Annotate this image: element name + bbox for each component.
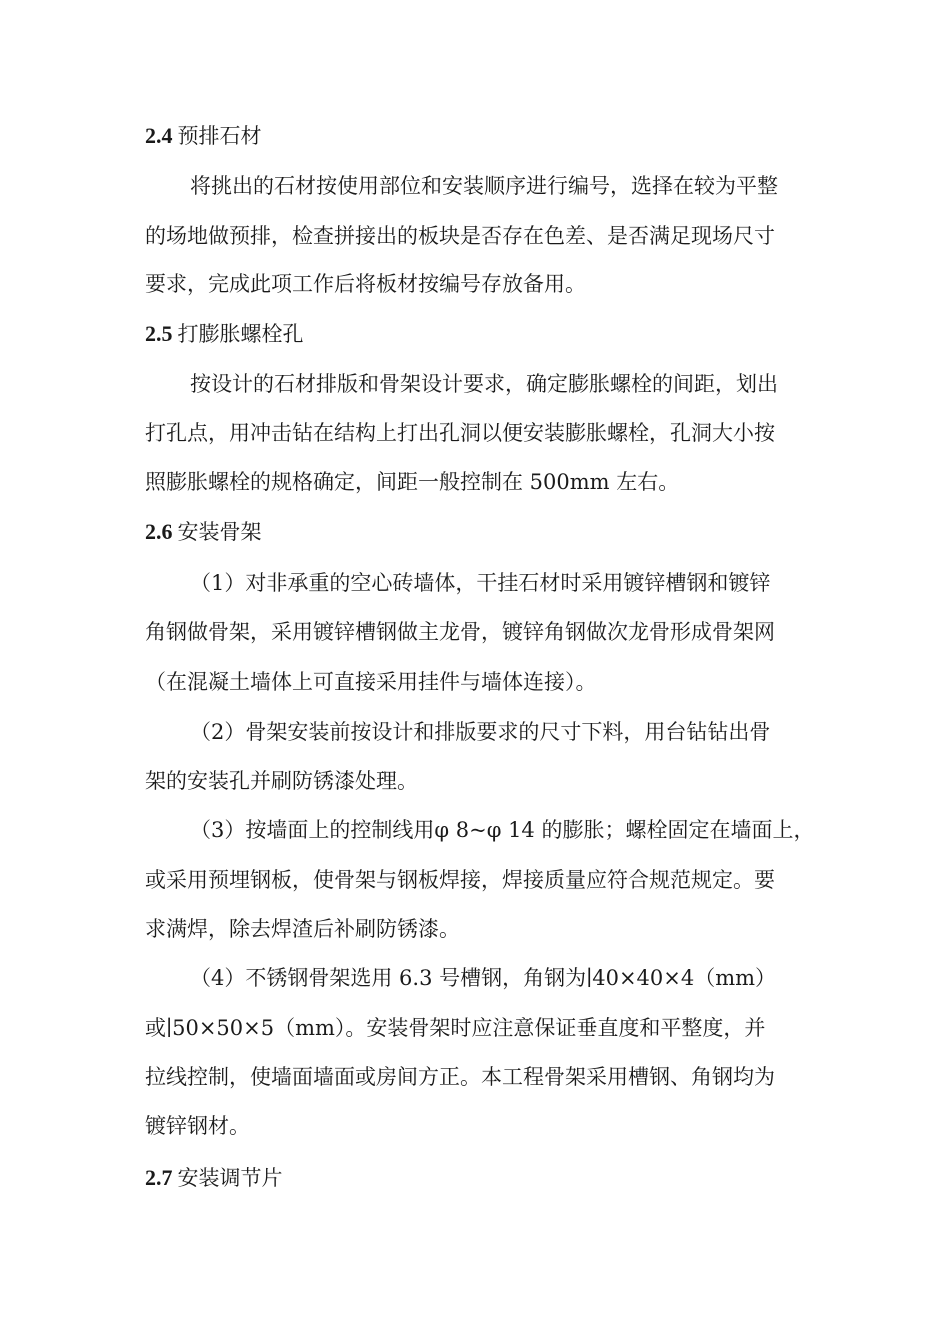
paragraph-line: 求满焊，除去焊渣后补刷防锈漆。 bbox=[145, 917, 460, 941]
paragraph-line: 将挑出的石材按使用部位和安装顺序进行编号，选择在较为平整 bbox=[190, 174, 778, 198]
section-number: 2.5 bbox=[145, 321, 173, 346]
paragraph-line: 或采用预埋钢板，使骨架与钢板焊接，焊接质量应符合规范规定。要 bbox=[145, 868, 775, 892]
section-number: 2.4 bbox=[145, 123, 173, 148]
section-heading-2-4 bbox=[145, 121, 262, 151]
section-title: 打膨胀螺栓孔 bbox=[177, 322, 304, 346]
paragraph-line: （2）骨架安装前按设计和排版要求的尺寸下料，用台钻钻出骨 bbox=[190, 720, 771, 744]
paragraph-line: 架的安装孔并刷防锈漆处理。 bbox=[145, 769, 418, 793]
paragraph-line: 打孔点，用冲击钻在结构上打出孔洞以便安装膨胀螺栓，孔洞大小按 bbox=[145, 421, 775, 445]
paragraph-line: 要求，完成此项工作后将板材按编号存放备用。 bbox=[145, 272, 586, 296]
section-title: 安装调节片 bbox=[177, 1166, 283, 1190]
paragraph-line: 拉线控制，使墙面墙面或房间方正。本工程骨架采用槽钢、角钢均为 bbox=[145, 1065, 775, 1089]
section-heading-2-6 bbox=[145, 517, 262, 547]
section-number: 2.7 bbox=[145, 1165, 173, 1190]
section-title: 安装骨架 bbox=[177, 520, 262, 544]
section-title: 预排石材 bbox=[177, 124, 262, 148]
paragraph-line: （3）按墙面上的控制线用φ 8~φ 14 的膨胀；螺栓固定在墙面上， bbox=[190, 818, 815, 842]
paragraph-line: （4）不锈钢骨架选用 6.3 号槽钢，角钢为∣40×40×4（mm） bbox=[190, 966, 777, 990]
paragraph-line: 角钢做骨架，采用镀锌槽钢做主龙骨，镀锌角钢做次龙骨形成骨架网 bbox=[145, 620, 775, 644]
paragraph-line: 照膨胀螺栓的规格确定，间距一般控制在 500mm 左右。 bbox=[145, 470, 680, 494]
paragraph-line: 按设计的石材排版和骨架设计要求，确定膨胀螺栓的间距，划出 bbox=[190, 372, 778, 396]
paragraph-line: 的场地做预排，检查拼接出的板块是否存在色差、是否满足现场尺寸 bbox=[145, 224, 775, 248]
section-number: 2.6 bbox=[145, 519, 173, 544]
paragraph-line: （1）对非承重的空心砖墙体，干挂石材时采用镀锌槽钢和镀锌 bbox=[190, 571, 771, 595]
section-heading-2-7 bbox=[145, 1163, 283, 1193]
paragraph-line: 镀锌钢材。 bbox=[145, 1114, 250, 1138]
paragraph-line: 或∣50×50×5（mm）。安装骨架时应注意保证垂直度和平整度，并 bbox=[145, 1016, 766, 1040]
paragraph-line: （在混凝土墙体上可直接采用挂件与墙体连接）。 bbox=[145, 670, 597, 694]
section-heading-2-5 bbox=[145, 319, 304, 349]
